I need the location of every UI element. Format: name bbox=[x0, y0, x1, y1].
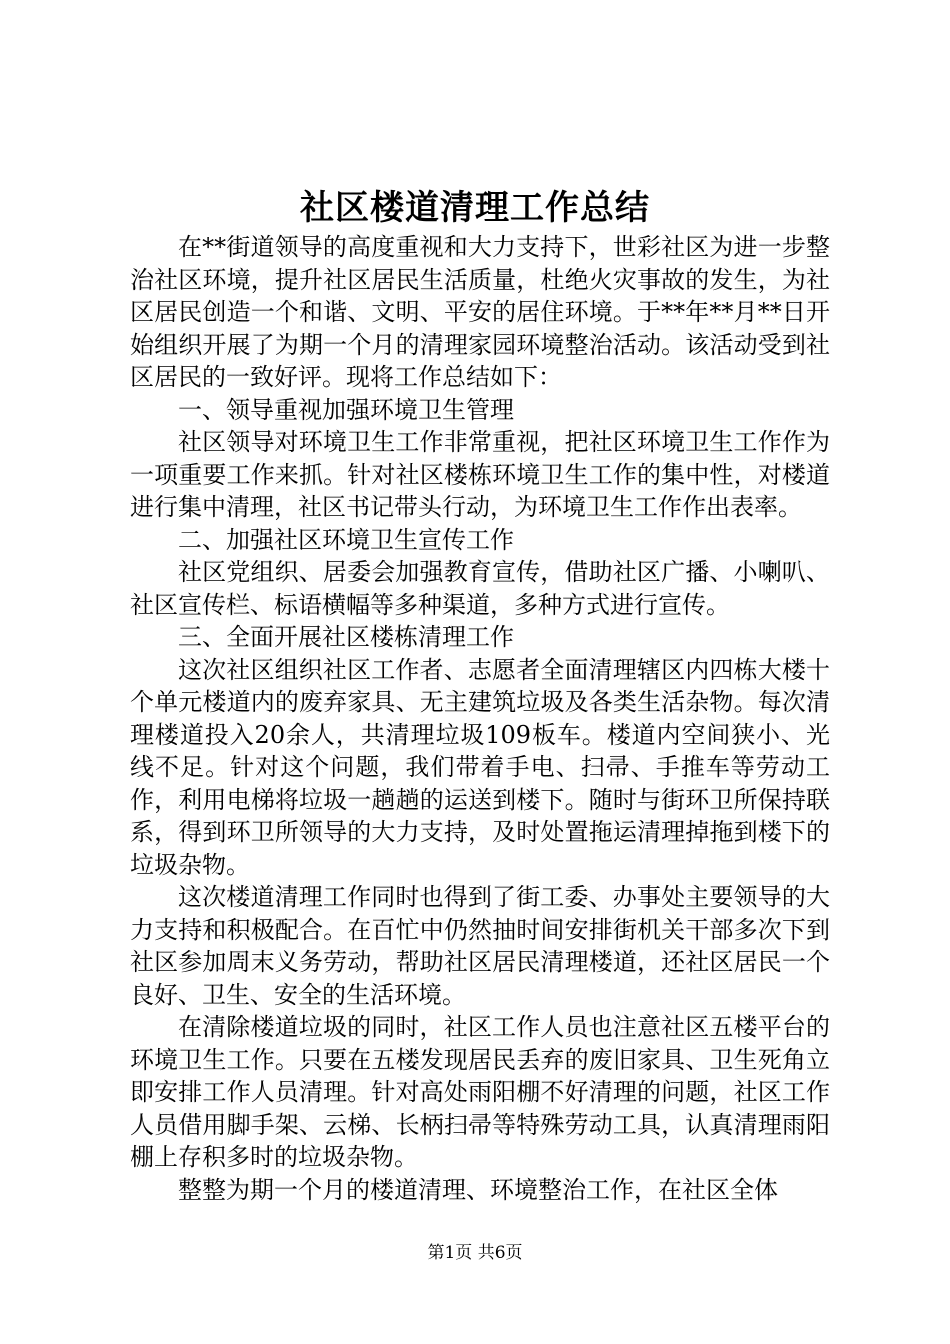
section-heading-1: 一、领导重视加强环境卫生管理 bbox=[178, 395, 514, 424]
section-heading-2: 二、加强社区环境卫生宣传工作 bbox=[178, 525, 514, 554]
paragraph-section-2: 社区党组织、居委会加强教育宣传，借助社区广播、小喇叭、社区宣传栏、标语横幅等多种渠道，多种方式进行宣传。 bbox=[130, 558, 830, 619]
paragraph-section-3a: 这次社区组织社区工作者、志愿者全面清理辖区内四栋大楼十个单元楼道内的废弃家具、无主建筑垃圾及各类生活杂物。每次清理楼道投入20余人，共清理垃圾109板车。楼道内空间狭小、光线不足。针对这个问题，我们带着手电、扫帚、手推车等劳动工作，利用电梯将垃圾一趟趟的运送到楼下。随时与街环卫所保持联系，得到环卫所领导的大力支持，及时处置拖运清理掉拖到楼下的垃圾杂物。 bbox=[130, 655, 830, 879]
paragraph-closing: 整整为期一个月的楼道清理、环境整治工作，在社区全体 bbox=[178, 1175, 778, 1204]
document-body bbox=[130, 231, 830, 1206]
document-title: 社区楼道清理工作总结 bbox=[300, 188, 650, 228]
section-heading-3: 三、全面开展社区楼栋清理工作 bbox=[178, 623, 514, 651]
paragraph-section-3c: 在清除楼道垃圾的同时，社区工作人员也注意社区五楼平台的环境卫生工作。只要在五楼发现居民丢弃的废旧家具、卫生死角立即安排工作人员清理。针对高处雨阳棚不好清理的问题，社区工作人员借用脚手架、云梯、长柄扫帚等特殊劳动工具，认真清理雨阳棚上存积多时的垃圾杂物。 bbox=[130, 1013, 830, 1171]
paragraph-intro: 在**街道领导的高度重视和大力支持下，世彩社区为进一步整治社区环境，提升社区居民生活质量，杜绝火灾事故的发生，为社区居民创造一个和谐、文明、平安的居住环境。于**年**月**日开始组织开展了为期一个月的清理家园环境整治活动。该活动受到社区居民的一致好评。现将工作总结如下： bbox=[130, 233, 830, 391]
paragraph-section-1: 社区领导对环境卫生工作非常重视，把社区环境卫生工作作为一项重要工作来抓。针对社区楼栋环境卫生工作的集中性，对楼道进行集中清理，社区书记带头行动，为环境卫生工作作出表率。 bbox=[130, 428, 830, 521]
page-number-footer: 第1页 共6页 bbox=[427, 1243, 523, 1263]
paragraph-section-3b: 这次楼道清理工作同时也得到了街工委、办事处主要领导的大力支持和积极配合。在百忙中仍然抽时间安排街机关干部多次下到社区参加周末义务劳动，帮助社区居民清理楼道，还社区居民一个良好、卫生、安全的生活环境。 bbox=[130, 883, 830, 1009]
